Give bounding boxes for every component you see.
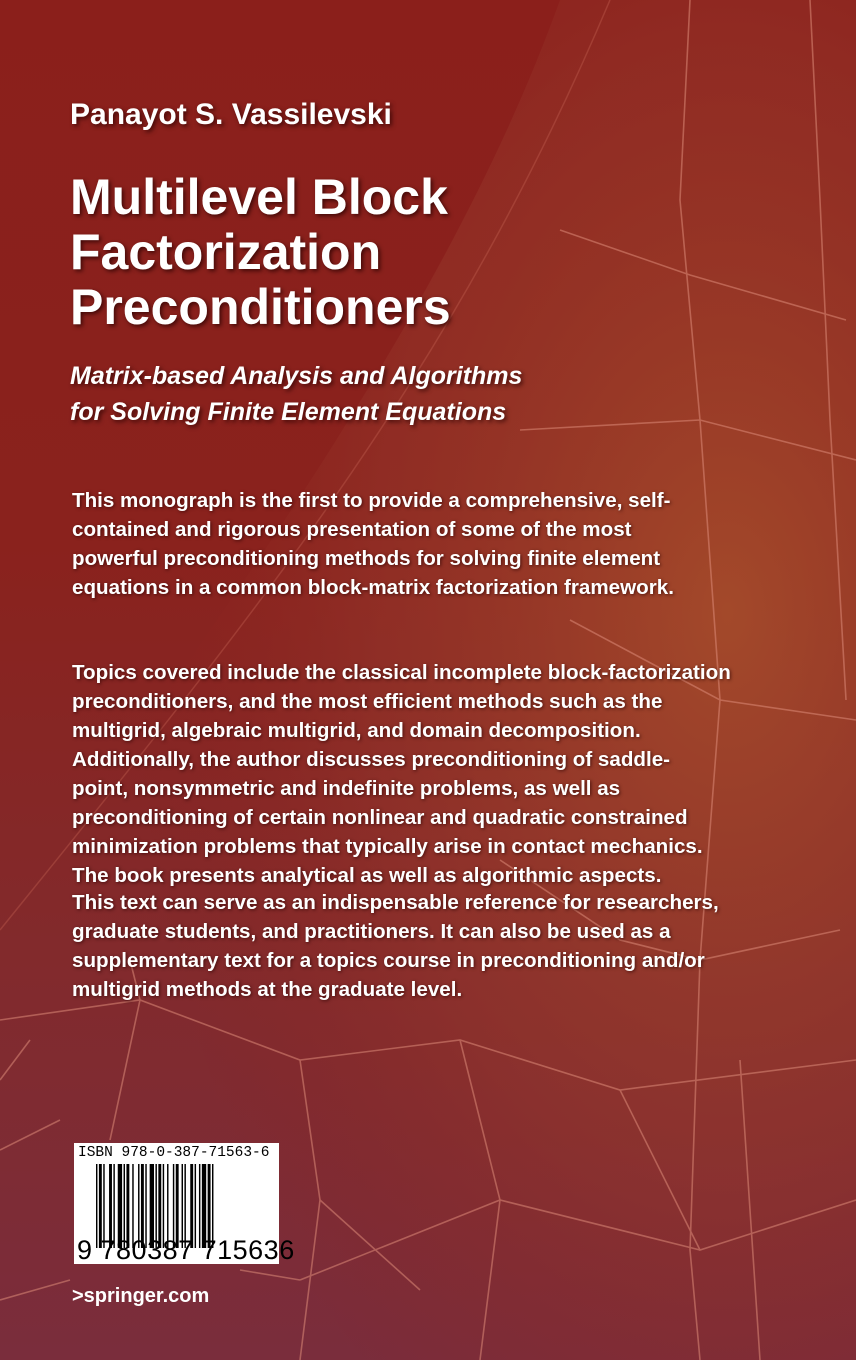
paragraph-line: This monograph is the first to provide a comprehensive, self- <box>72 489 671 512</box>
description-paragraph-2 <box>72 658 731 890</box>
paragraph-line: The book presents analytical as well as algorithmic aspects. <box>72 864 662 887</box>
isbn-barcode <box>74 1143 295 1265</box>
paragraph-line: preconditioning of certain nonlinear and quadratic constrained <box>72 806 688 829</box>
paragraph-line: powerful preconditioning methods for solving finite element <box>72 547 661 570</box>
title-line: Factorization <box>70 224 382 280</box>
description-paragraph-1 <box>72 486 674 602</box>
paragraph-line: minimization problems that typically arise in contact mechanics. <box>72 835 703 858</box>
subtitle-line: Matrix-based Analysis and Algorithms <box>70 362 523 390</box>
isbn-label: ISBN 978-0-387-71563-6 <box>78 1145 270 1161</box>
publisher-website[interactable]: >springer.com <box>72 1285 210 1307</box>
paragraph-line: point, nonsymmetric and indefinite problems, as well as <box>72 777 621 800</box>
paragraph-line: This text can serve as an indispensable reference for researchers, <box>72 891 719 914</box>
subtitle-line: for Solving Finite Element Equations <box>70 398 507 426</box>
paragraph-line: Topics covered include the classical incomplete block-factorization <box>72 661 731 684</box>
book-title <box>70 170 451 335</box>
ean-number: 9 780387 715636 <box>77 1235 295 1265</box>
paragraph-line: graduate students, and practitioners. It can also be used as a <box>72 920 671 943</box>
paragraph-line: multigrid, algebraic multigrid, and domain decomposition. <box>72 719 641 742</box>
paragraph-line: multigrid methods at the graduate level. <box>72 978 463 1001</box>
title-line: Multilevel Block <box>70 169 448 225</box>
paragraph-line: supplementary text for a topics course in preconditioning and/or <box>72 949 705 972</box>
paragraph-line: contained and rigorous presentation of some of the most <box>72 518 632 541</box>
description-paragraph-3 <box>72 888 719 1004</box>
author-name: Panayot S. Vassilevski <box>70 98 392 131</box>
paragraph-line: equations in a common block-matrix factorization framework. <box>72 576 674 599</box>
paragraph-line: Additionally, the author discusses preconditioning of saddle- <box>72 748 671 771</box>
paragraph-line: preconditioners, and the most efficient methods such as the <box>72 690 663 713</box>
title-line: Preconditioners <box>70 279 451 335</box>
book-subtitle <box>70 358 522 430</box>
